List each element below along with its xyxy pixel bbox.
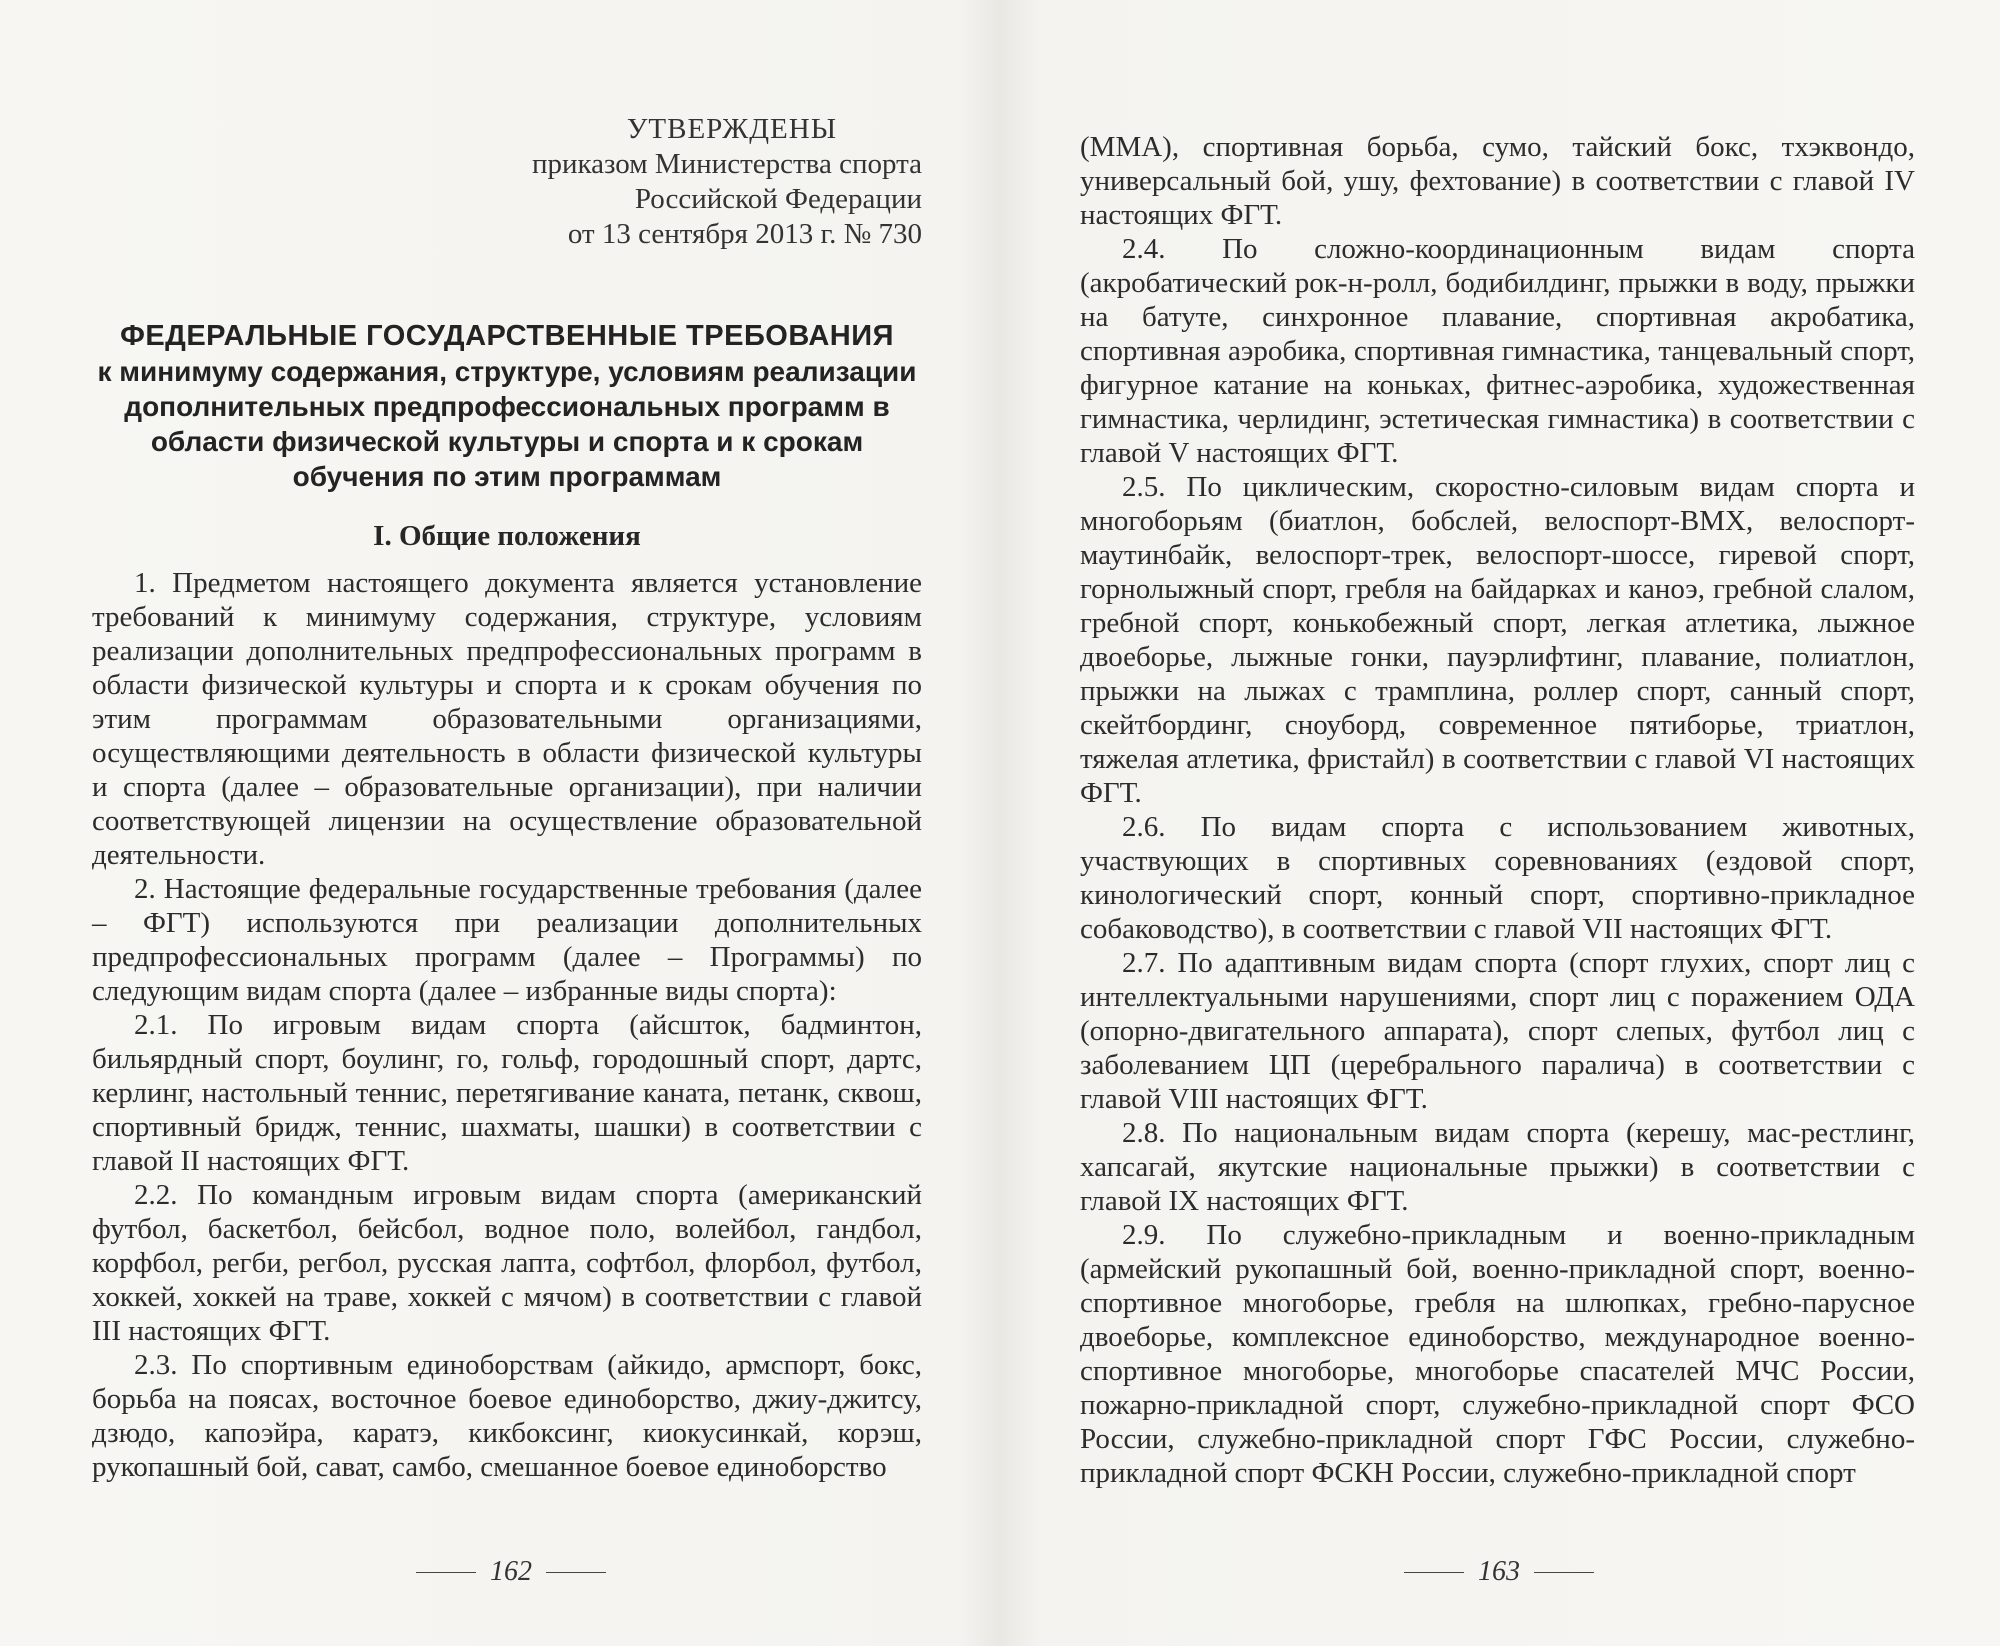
approval-line-1: приказом Министерства спорта bbox=[531, 148, 922, 180]
document-title bbox=[92, 318, 922, 494]
paragraph: 2.4. По сложно-координационным видам спорта (акробатический рок-н-ролл, бодибилдинг, прыжки в воду, прыжки на батуте, синхронное плавание, спортивная акробатика, спортивная аэробика, спортивная гимнастика, танцевальный спорт, фигурное катание на коньках, фитнес-аэробика, художественная гимнастика, черлидинг, эстетическая гимнастика) в соответствии с главой V настоящих ФГТ. bbox=[1080, 233, 1915, 469]
document-title-main: ФЕДЕРАЛЬНЫЕ ГОСУДАРСТВЕННЫЕ ТРЕБОВАНИЯ bbox=[120, 320, 894, 352]
folio-rule bbox=[1534, 1572, 1594, 1573]
paragraph: 2.5. По циклическим, скоростно-силовым видам спорта и многоборьям (биатлон, бобслей, велоспорт-BMX, велоспорт-маутинбайк, велоспорт-трек, велоспорт-шоссе, гиревой спорт, горнолыжный спорт, гребля на байдарках и каноэ, гребной слалом, гребной спорт, конькобежный спорт, легкая атлетика, лыжное двоеборье, лыжные гонки, пауэрлифтинг, плавание, полиатлон, прыжки на лыжах с трамплина, роллер спорт, санный спорт, скейтбординг, сноуборд, современное пятиборье, триатлон, тяжелая атлетика, фристайл) в соответствии с главой VI настоящих ФГТ. bbox=[1080, 471, 1915, 809]
right-page-body bbox=[1080, 130, 1915, 1490]
page-number-text: 162 bbox=[490, 1556, 532, 1587]
right-page bbox=[1000, 0, 2000, 1646]
paragraph: 2.8. По национальным видам спорта (керешу, мас-рестлинг, хапсагай, якутские национальные прыжки) в соответствии с главой IX настоящих ФГТ. bbox=[1080, 1117, 1915, 1217]
approval-line-3: от 13 сентября 2013 г. № 730 bbox=[567, 218, 922, 250]
paragraph: 2.3. По спортивным единоборствам (айкидо, армспорт, бокс, борьба на поясах, восточное боевое единоборство, джиу-джитсу, дзюдо, капоэйра, каратэ, кикбоксинг, киокусинкай, корэш, рукопашный бой, сават, самбо, смешанное боевое единоборство bbox=[92, 1349, 922, 1483]
approval-block bbox=[440, 112, 922, 252]
page-number-text: 163 bbox=[1478, 1556, 1520, 1587]
paragraph: 2.7. По адаптивным видам спорта (спорт глухих, спорт лиц с интеллектуальными нарушениями, спорт лиц с поражением ОДА (опорно-двигательного аппарата), спорт слепых, футбол лиц с заболеванием ЦП (церебрального паралича) в соответствии с главой VIII настоящих ФГТ. bbox=[1080, 947, 1915, 1115]
paragraph: 2.1. По игровым видам спорта (айсшток, бадминтон, бильярдный спорт, боулинг, го, гольф, городошный спорт, дартс, керлинг, настольный теннис, перетягивание каната, петанк, сквош, спортивный бридж, теннис, шахматы, шашки) в соответствии с главой II настоящих ФГТ. bbox=[92, 1009, 922, 1177]
folio-rule bbox=[416, 1572, 476, 1573]
paragraph: 2.9. По служебно-прикладным и военно-прикладным (армейский рукопашный бой, военно-прикладной спорт, военно-спортивное многоборье, гребля на шлюпках, гребно-парусное двоеборье, комплексное единоборство, международное военно-спортивное многоборье, многоборье спасателей МЧС России, пожарно-прикладной спорт, служебно-прикладной спорт ФСО России, служебно-прикладной спорт ГФС России, служебно-прикладной спорт ФСКН России, служебно-прикладной спорт bbox=[1080, 1219, 1915, 1489]
approval-heading: УТВЕРЖДЕНЫ bbox=[626, 113, 837, 145]
paragraph: 2. Настоящие федеральные государственные требования (далее – ФГТ) используются при реализации дополнительных предпрофессиональных программ (далее – Программы) по следующим видам спорта (далее – избранные виды спорта): bbox=[92, 873, 922, 1007]
folio-rule bbox=[546, 1572, 606, 1573]
folio-rule bbox=[1404, 1572, 1464, 1573]
document-title-subtitle: к минимуму содержания, структуре, условиям реализации дополнительных предпрофессиональных программ в области физической культуры и спорта и к срокам обучения по этим программам bbox=[97, 356, 917, 492]
paragraph: 2.6. По видам спорта с использованием животных, участвующих в спортивных соревнованиях (ездовой спорт, кинологический спорт, конный спорт, спортивно-прикладное собаководство), в соответствии с главой VII настоящих ФГТ. bbox=[1080, 811, 1915, 945]
paragraph: 2.2. По командным игровым видам спорта (американский футбол, баскетбол, бейсбол, водное поло, волейбол, гандбол, корфбол, регби, регбол, русская лапта, софтбол, флорбол, футбол, хоккей, хоккей на траве, хоккей с мячом) в соответствии с главой III настоящих ФГТ. bbox=[92, 1179, 922, 1347]
left-page-body bbox=[92, 566, 922, 1484]
page-number-left bbox=[402, 1556, 620, 1588]
page-number-right bbox=[1390, 1556, 1608, 1588]
paragraph: 1. Предметом настоящего документа является установление требований к минимуму содержания, структуре, условиям реализации дополнительных предпрофессиональных программ в области физической культуры и спорта и к срокам обучения по этим программам образовательными организациями, осуществляющими деятельность в области физической культуры и спорта (далее – образовательные организации), при наличии соответствующей лицензии на осуществление образовательной деятельности. bbox=[92, 567, 922, 871]
section-heading: I. Общие положения bbox=[373, 520, 641, 552]
continuation-paragraph: (ММА), спортивная борьба, сумо, тайский бокс, тхэквондо, универсальный бой, ушу, фехтование) в соответствии с главой IV настоящих ФГТ. bbox=[1080, 131, 1915, 231]
approval-line-2: Российской Федерации bbox=[634, 183, 922, 215]
